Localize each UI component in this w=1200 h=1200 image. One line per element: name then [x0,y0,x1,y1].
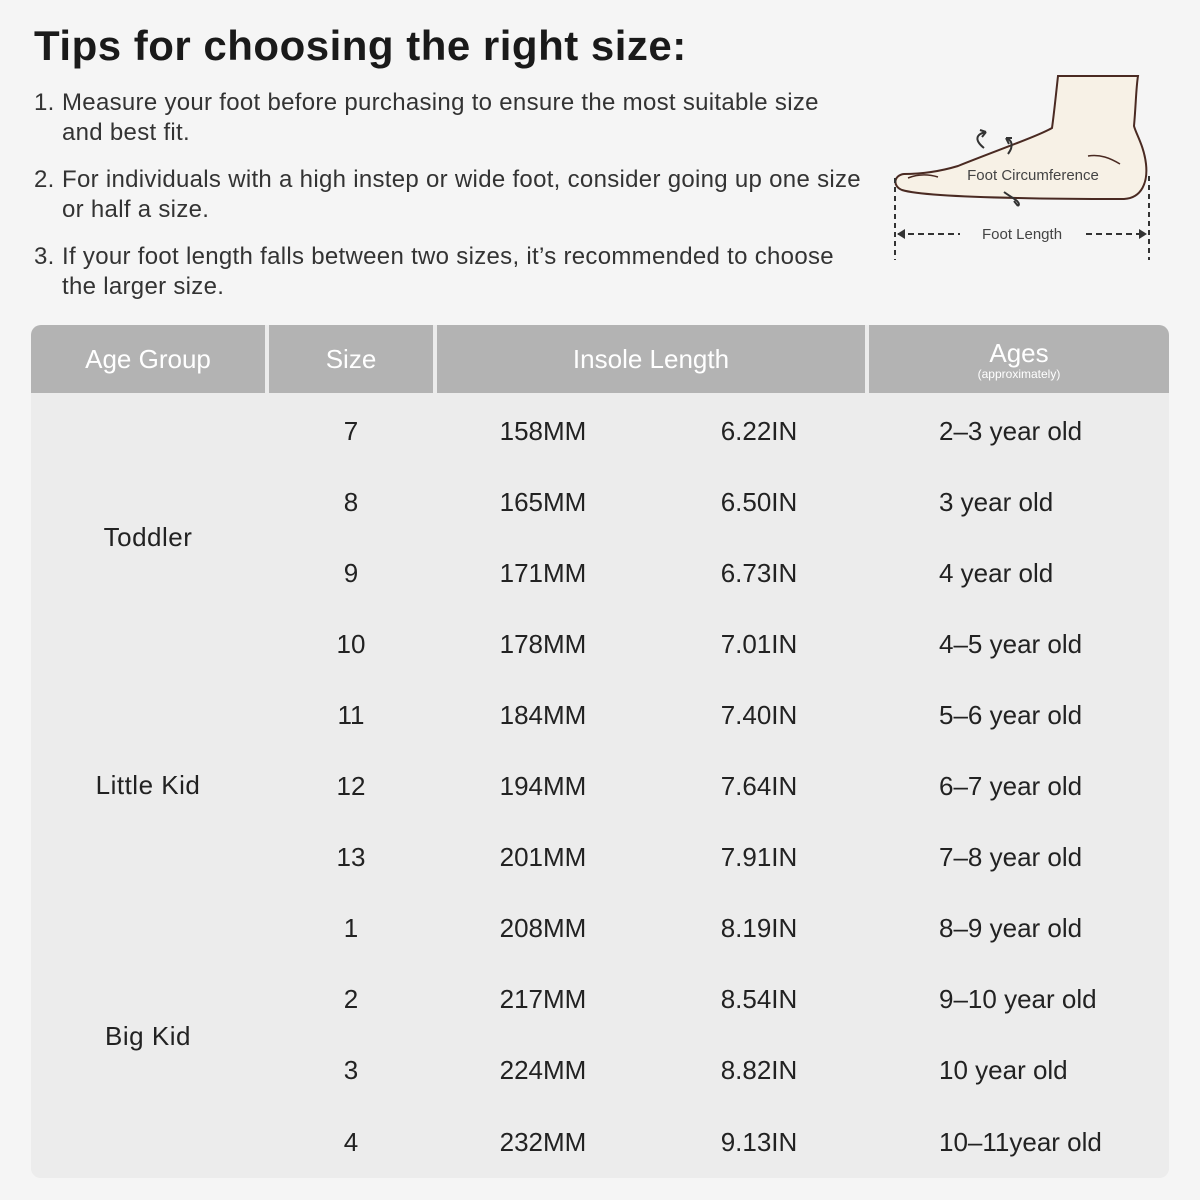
insole-mm-cell: 184MM [437,681,649,749]
header-label: Age Group [85,343,211,374]
table-row [269,752,1169,820]
table-row [269,965,1169,1033]
insole-mm-cell: 171MM [437,539,649,607]
age-cell: 10–11year old [869,1107,1169,1178]
length-label: Foot Length [981,226,1063,243]
size-cell: 10 [269,610,433,678]
insole-in-cell: 9.13IN [653,1107,865,1178]
circumference-arrow-icon [977,130,986,148]
age-cell: 4–5 year old [869,610,1169,678]
size-cell: 12 [269,752,433,820]
insole-in-cell: 7.01IN [653,610,865,678]
table-row [269,468,1169,536]
header-age-group [31,325,265,393]
size-cell: 3 [269,1036,433,1104]
tips-list [34,88,864,319]
insole-in-cell: 8.19IN [653,894,865,962]
header-label: Size [325,343,377,374]
size-cell: 11 [269,681,433,749]
foot-measurement-diagram [888,74,1158,264]
circumference-label: Foot Circumference [967,167,1099,184]
insole-mm-cell: 165MM [437,468,649,536]
tip-number: 1. [34,89,55,116]
insole-mm-cell: 232MM [437,1107,649,1178]
age-cell: 10 year old [869,1036,1169,1104]
tip-item [34,242,864,302]
age-cell: 8–9 year old [869,894,1169,962]
insole-in-cell: 7.40IN [653,681,865,749]
tip-text: Measure your foot before purchasing to ensure the most suitable size and best fit. [62,89,819,146]
age-cell: 3 year old [869,468,1169,536]
header-note: (approximately) [977,366,1061,381]
insole-mm-cell: 158MM [437,397,649,465]
insole-in-cell: 8.54IN [653,965,865,1033]
header-label: Insole Length [572,343,730,374]
group-label: Toddler [103,521,193,552]
insole-mm-cell: 178MM [437,610,649,678]
tip-item [34,165,864,225]
table-row [269,1036,1169,1104]
group-big-kid [31,894,265,1178]
header-ages [869,325,1169,393]
insole-in-cell: 6.22IN [653,397,865,465]
insole-mm-cell: 224MM [437,1036,649,1104]
insole-in-cell: 6.50IN [653,468,865,536]
insole-mm-cell: 201MM [437,823,649,891]
table-row [269,894,1169,962]
size-cell: 1 [269,894,433,962]
group-label: Big Kid [105,1020,191,1051]
table-row [269,1107,1169,1178]
insole-in-cell: 7.64IN [653,752,865,820]
insole-mm-cell: 208MM [437,894,649,962]
age-cell: 4 year old [869,539,1169,607]
age-cell: 7–8 year old [869,823,1169,891]
insole-mm-cell: 217MM [437,965,649,1033]
tip-number: 3. [34,243,55,270]
arrowhead-left-icon [897,229,905,239]
group-label: Little Kid [95,770,201,800]
size-cell: 8 [269,468,433,536]
size-cell: 7 [269,397,433,465]
insole-in-cell: 6.73IN [653,539,865,607]
table-row [269,681,1169,749]
header-label: Ages [989,337,1049,368]
size-cell: 9 [269,539,433,607]
arrowhead-right-icon [1139,229,1147,239]
age-cell: 9–10 year old [869,965,1169,1033]
size-chart-table [31,325,1169,1178]
size-cell: 2 [269,965,433,1033]
group-toddler [31,397,265,677]
group-little-kid [31,681,265,890]
size-cell: 4 [269,1107,433,1178]
age-cell: 5–6 year old [869,681,1169,749]
age-cell: 2–3 year old [869,397,1169,465]
page-title: Tips for choosing the right size: [34,22,687,69]
insole-in-cell: 7.91IN [653,823,865,891]
table-row [269,823,1169,891]
tip-text: If your foot length falls between two sizes, it’s recommended to choose the larger size. [62,243,834,300]
table-row [269,397,1169,465]
tip-number: 2. [34,166,55,193]
tip-text: For individuals with a high instep or wide foot, consider going up one size or half a size. [62,166,861,223]
size-cell: 13 [269,823,433,891]
header-size [269,325,433,393]
table-row [269,539,1169,607]
header-insole-length [437,325,865,393]
tip-item [34,88,864,148]
table-header [31,325,1169,393]
insole-mm-cell: 194MM [437,752,649,820]
age-cell: 6–7 year old [869,752,1169,820]
insole-in-cell: 8.82IN [653,1036,865,1104]
table-row [269,610,1169,678]
